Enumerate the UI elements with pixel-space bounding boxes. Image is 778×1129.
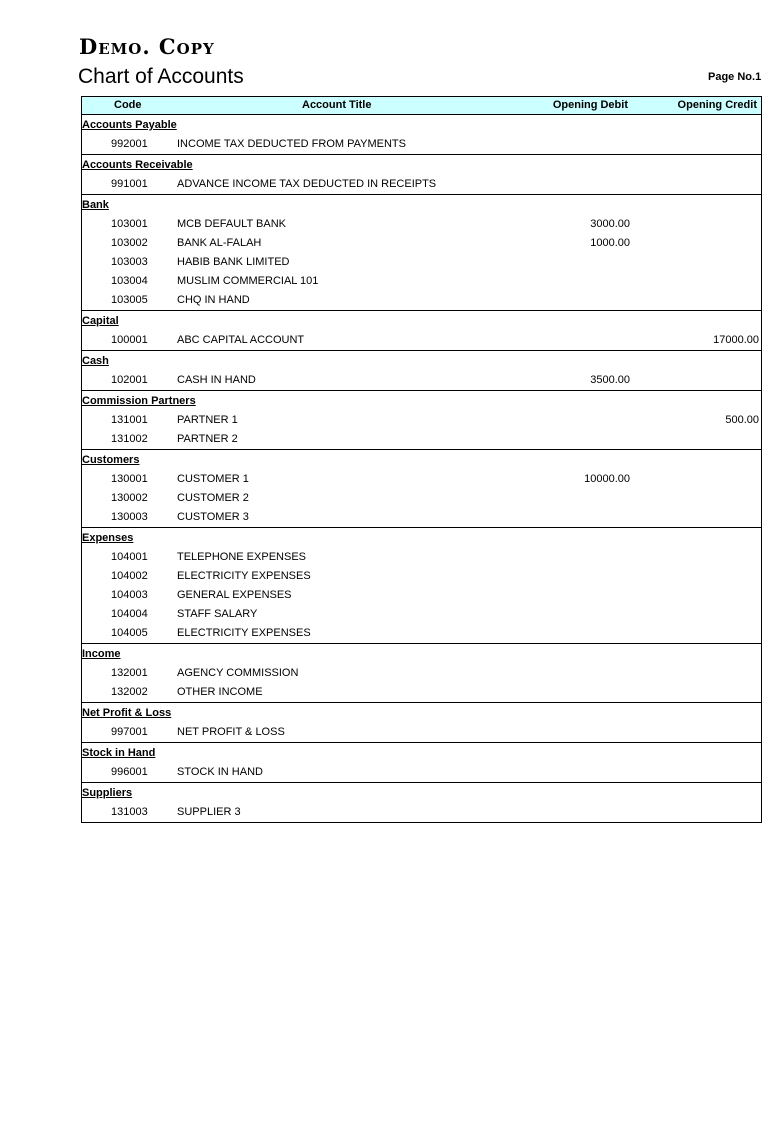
table-row — [82, 430, 761, 449]
account-code: 103001 — [111, 218, 148, 230]
group-heading-label: Suppliers — [82, 787, 133, 799]
opening-debit: 10000.00 — [584, 473, 630, 485]
account-code: 131003 — [111, 806, 148, 818]
account-title: CUSTOMER 3 — [177, 511, 249, 523]
opening-credit: 500.00 — [725, 414, 759, 426]
account-code: 130003 — [111, 511, 148, 523]
account-code: 103005 — [111, 294, 148, 306]
account-title: ELECTRICITY EXPENSES — [177, 570, 311, 582]
account-title: OTHER INCOME — [177, 686, 263, 698]
table-row — [82, 548, 761, 567]
account-title: TELEPHONE EXPENSES — [177, 551, 306, 563]
account-title: SUPPLIER 3 — [177, 806, 241, 818]
column-header-opening-debit: Opening Debit — [552, 99, 628, 111]
group-heading — [82, 783, 761, 803]
account-title: CUSTOMER 1 — [177, 473, 249, 485]
group-heading — [82, 703, 761, 723]
account-title: CASH IN HAND — [177, 374, 256, 386]
group-heading-label: Cash — [82, 355, 109, 367]
table-row — [82, 175, 761, 194]
account-title: NET PROFIT & LOSS — [177, 726, 285, 738]
account-code: 104003 — [111, 589, 148, 601]
group-heading-label: Commission Partners — [82, 395, 196, 407]
table-row — [82, 664, 761, 683]
table-row — [82, 605, 761, 624]
table-row — [82, 470, 761, 489]
table-row — [82, 371, 761, 390]
account-title: PARTNER 2 — [177, 433, 238, 445]
table-header — [82, 97, 761, 115]
table-row — [82, 291, 761, 310]
account-code: 131002 — [111, 433, 148, 445]
group-heading — [82, 450, 761, 470]
account-title: AGENCY COMMISSION — [177, 667, 299, 679]
accounts-report-table — [81, 96, 762, 823]
table-row — [82, 763, 761, 782]
account-group — [82, 155, 761, 195]
group-heading — [82, 351, 761, 371]
account-title: ABC CAPITAL ACCOUNT — [177, 334, 305, 346]
account-code: 996001 — [111, 766, 148, 778]
table-row — [82, 253, 761, 272]
account-code: 104004 — [111, 608, 148, 620]
account-code: 103004 — [111, 275, 148, 287]
group-heading-label: Bank — [82, 199, 109, 211]
group-heading — [82, 644, 761, 664]
account-title: STAFF SALARY — [177, 608, 258, 620]
account-code: 103002 — [111, 237, 148, 249]
table-row — [82, 508, 761, 527]
group-heading-label: Capital — [82, 315, 119, 327]
table-row — [82, 803, 761, 822]
account-group — [82, 195, 761, 311]
column-header-opening-credit: Opening Credit — [677, 99, 757, 111]
account-code: 130001 — [111, 473, 148, 485]
account-title: HABIB BANK LIMITED — [177, 256, 290, 268]
table-row — [82, 215, 761, 234]
account-group — [82, 351, 761, 391]
group-heading — [82, 391, 761, 411]
account-group — [82, 644, 761, 703]
account-code: 132002 — [111, 686, 148, 698]
opening-debit: 3000.00 — [590, 218, 630, 230]
column-header-code: Code — [114, 99, 142, 111]
account-code: 131001 — [111, 414, 148, 426]
account-groups — [82, 115, 761, 822]
column-header-account-title: Account Title — [302, 99, 372, 111]
opening-debit: 3500.00 — [590, 374, 630, 386]
page-number: Page No.1 — [708, 71, 762, 83]
group-heading-label: Accounts Payable — [82, 119, 177, 131]
account-title: INCOME TAX DEDUCTED FROM PAYMENTS — [177, 138, 406, 150]
group-heading — [82, 743, 761, 763]
account-group — [82, 391, 761, 450]
account-title: GENERAL EXPENSES — [177, 589, 292, 601]
table-row — [82, 234, 761, 253]
account-group — [82, 783, 761, 822]
account-title: ELECTRICITY EXPENSES — [177, 627, 311, 639]
table-row — [82, 135, 761, 154]
account-title: STOCK IN HAND — [177, 766, 263, 778]
group-heading-label: Net Profit & Loss — [82, 707, 172, 719]
group-heading-label: Accounts Receivable — [82, 159, 193, 171]
group-heading-label: Income — [82, 648, 121, 660]
table-row — [82, 586, 761, 605]
account-code: 991001 — [111, 178, 148, 190]
demo-copy-label: Demo. Copy — [79, 34, 215, 59]
account-group — [82, 311, 761, 351]
account-group — [82, 743, 761, 783]
account-code: 997001 — [111, 726, 148, 738]
account-code: 992001 — [111, 138, 148, 150]
account-code: 130002 — [111, 492, 148, 504]
group-heading — [82, 195, 761, 215]
account-title: PARTNER 1 — [177, 414, 238, 426]
table-row — [82, 683, 761, 702]
group-heading — [82, 155, 761, 175]
table-row — [82, 723, 761, 742]
table-row — [82, 624, 761, 643]
group-heading-label: Stock in Hand — [82, 747, 156, 759]
group-heading-label: Customers — [82, 454, 140, 466]
account-title: MCB DEFAULT BANK — [177, 218, 287, 230]
table-row — [82, 567, 761, 586]
account-code: 103003 — [111, 256, 148, 268]
account-group — [82, 450, 761, 528]
account-title: CUSTOMER 2 — [177, 492, 249, 504]
page-title: Chart of Accounts — [78, 65, 244, 88]
account-title: MUSLIM COMMERCIAL 101 — [177, 275, 319, 287]
account-code: 102001 — [111, 374, 148, 386]
account-title: CHQ IN HAND — [177, 294, 250, 306]
group-heading — [82, 115, 761, 135]
account-code: 104005 — [111, 627, 148, 639]
table-row — [82, 411, 761, 430]
opening-debit: 1000.00 — [590, 237, 630, 249]
group-heading — [82, 528, 761, 548]
account-group — [82, 115, 761, 155]
group-heading-label: Expenses — [82, 532, 134, 544]
opening-credit: 17000.00 — [713, 334, 759, 346]
account-code: 104002 — [111, 570, 148, 582]
account-title: ADVANCE INCOME TAX DEDUCTED IN RECEIPTS — [177, 178, 437, 190]
table-row — [82, 272, 761, 291]
account-group — [82, 703, 761, 743]
table-row — [82, 489, 761, 508]
account-code: 104001 — [111, 551, 148, 563]
account-code: 132001 — [111, 667, 148, 679]
account-code: 100001 — [111, 334, 148, 346]
account-group — [82, 528, 761, 644]
account-title: BANK AL-FALAH — [177, 237, 262, 249]
table-row — [82, 331, 761, 350]
group-heading — [82, 311, 761, 331]
